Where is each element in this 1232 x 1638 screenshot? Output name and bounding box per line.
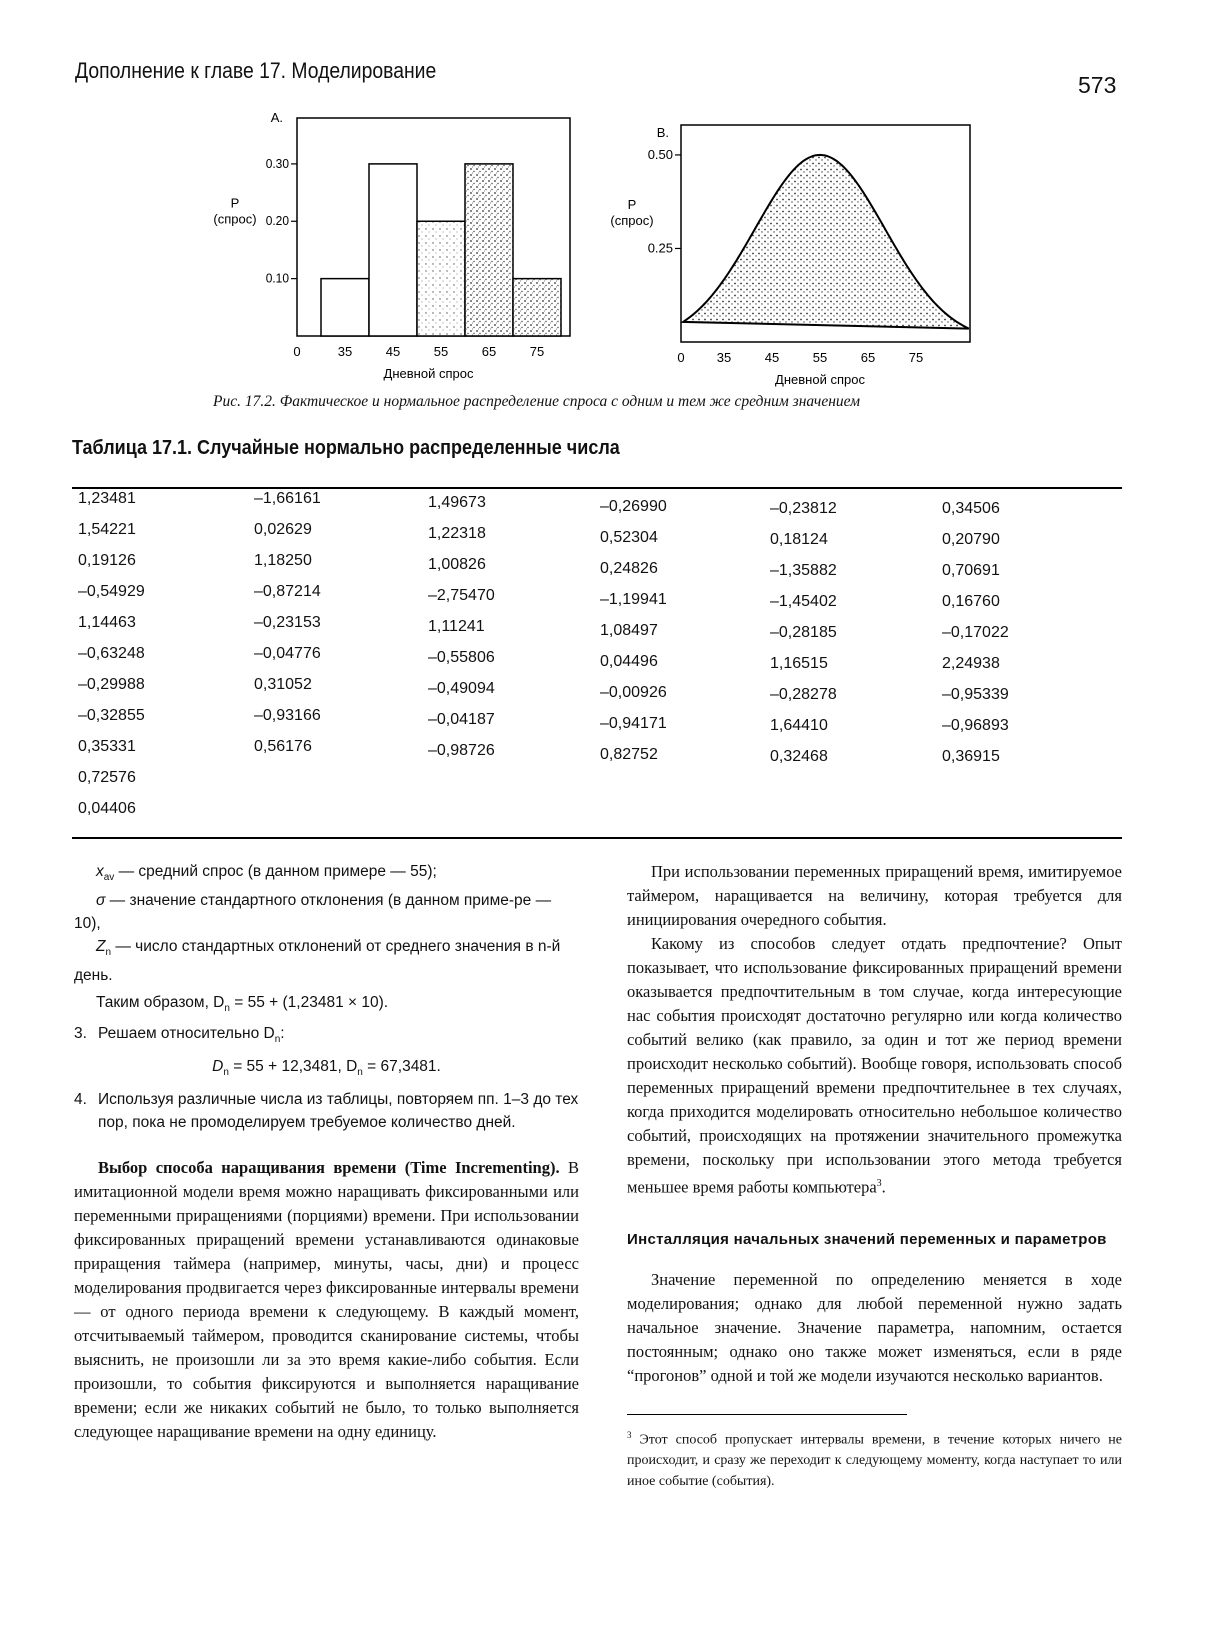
table-top-rule <box>72 487 1122 489</box>
chart-b-ylabel-line2: (спрос) <box>610 212 654 228</box>
table-title: Таблица 17.1. Случайные нормально распределенные числа <box>72 437 620 459</box>
chart-actual-distribution <box>200 108 580 398</box>
time-increment-heading: Выбор способа наращивания времени (Time Incrementing). <box>98 1158 560 1178</box>
table-cell: 0,35331 <box>78 738 136 755</box>
table-cell: 1,14463 <box>78 614 136 631</box>
chart-b-ylabel-line1: P <box>627 196 637 212</box>
table-cell: –0,04776 <box>254 645 321 662</box>
step-3: 3. Решаем относительно $D_n$: <box>74 1025 285 1046</box>
table-cell: 0,02629 <box>254 521 312 538</box>
table-cell: –0,54929 <box>78 583 145 600</box>
chart-a-bar <box>321 279 369 336</box>
definition-zn: $Z_n$ — число стандартных отклонений от среднего значения в n-й день. <box>74 938 561 985</box>
thus-line: Таким образом, $D_n = 55 + (1,23481 \times 10)$. <box>96 994 389 1015</box>
table-cell: 1,23481 <box>78 490 136 507</box>
chart-b-xtick-label: 45 <box>764 350 780 365</box>
chart-normal-distribution <box>596 108 996 408</box>
table-cell: 0,72576 <box>78 769 136 786</box>
table-cell: –0,29988 <box>78 676 145 693</box>
chart-b-ytick-label: 0.25 <box>647 240 673 256</box>
paragraph-variable-increments: При использовании переменных приращений время, имитируемое таймером, наращивается на величину, которая требуется для инициирования очередного события. <box>627 862 1122 929</box>
table-cell: 1,16515 <box>770 655 828 672</box>
table-cell: –0,63248 <box>78 645 145 662</box>
chart-b-normal-curve <box>683 155 969 329</box>
table-cell: 0,16760 <box>942 593 1000 610</box>
table-cell: 0,32468 <box>770 748 828 765</box>
formula-dn: $D_n = 55 + 12,3481$, $D_n = 67,3481$. <box>212 1058 441 1079</box>
table-cell: 0,36915 <box>942 748 1000 765</box>
chart-a-bar <box>513 279 561 336</box>
footnote: $^3$ Этот способ пропускает интервалы времени, в течение которых ничего не происходит, и сразу же переходит к следующему моменту, когда наступает то или иное событие (события). <box>627 1429 1122 1490</box>
table-cell: 0,56176 <box>254 738 312 755</box>
paragraph-initial-values: Значение переменной по определению меняется в ходе моделирования; однако для любой переменной нужно задать начальное значение. Значение параметра, напомним, остается постоянным; однако оно также может изменяться, если в ряде “прогонов” одной и той же модели изучаются несколько вариантов. <box>627 1269 1122 1385</box>
left-column <box>74 860 579 1444</box>
table-cell: –0,26990 <box>600 498 667 515</box>
table-cell: 1,18250 <box>254 552 312 569</box>
table-cell: –0,87214 <box>254 583 321 600</box>
table-cell: –1,19941 <box>600 591 667 608</box>
chart-a-xtick-label: 35 <box>337 344 353 359</box>
table-cell: –0,28185 <box>770 624 837 641</box>
table-cell: –0,95339 <box>942 686 1009 703</box>
table-cell: 1,22318 <box>428 525 486 542</box>
chart-a-ylabel-line1: P <box>230 195 240 211</box>
chart-a-xtick-label: 75 <box>529 344 545 359</box>
table-cell: –0,94171 <box>600 715 667 732</box>
table-cell: –0,17022 <box>942 624 1009 641</box>
chart-b-ytick-label: 0.50 <box>647 146 673 162</box>
paragraph-which-method: Какому из способов следует отдать предпочтение? Опыт показывает, что использование фиксированных приращений времени оказывается предпочтительным в том случае, когда интересующие нас события происходят достаточно регулярно или когда количество событий велико (как правило, за один и тот же период времени происходит несколько событий). Вообще говоря, использовать способ переменных приращений времени предпочтительнее в тех случаях, когда приходится моделировать относительно небольшое количество событий, происходящих на протяжении значительного промежутка времени, поскольку при использовании этого метода требуется меньшее время работы компьютера$^3$. <box>627 934 1122 1197</box>
table-cell: –0,04187 <box>428 711 495 728</box>
table-cell: 1,11241 <box>428 618 485 635</box>
table-cell: –0,28278 <box>770 686 837 703</box>
chart-a-ytick-label: 0.10 <box>265 271 289 286</box>
chart-a-ytick-label: 0.30 <box>265 156 289 172</box>
footnote-rule <box>627 1414 907 1415</box>
table-bottom-rule <box>72 837 1122 839</box>
table-cell: 0,19126 <box>78 552 136 569</box>
table-cell: 0,31052 <box>254 676 312 693</box>
table-cell: 1,54221 <box>78 521 136 538</box>
table-cell: 0,04406 <box>78 800 136 817</box>
chart-b-panel-label: B. <box>656 125 669 140</box>
chart-a-bar <box>465 164 513 336</box>
running-head: Дополнение к главе 17. Моделирование <box>75 58 437 83</box>
table-cell: 1,08497 <box>600 622 658 639</box>
chart-a-bar <box>369 164 417 336</box>
table-cell: 0,82752 <box>600 746 658 763</box>
chart-a-ytick-label: 0.20 <box>265 213 289 229</box>
chart-b-xtick-label: 35 <box>716 350 732 365</box>
table-cell: –0,98726 <box>428 742 495 759</box>
table-cell: 0,24826 <box>600 560 658 577</box>
time-increment-paragraph: Выбор способа наращивания времени (Time Incrementing). В имитационной модели время можно наращивать фиксированными или переменными приращениями (порциями) времени. При использовании фиксированных приращений времени устанавливаются одинаковые приращения таймера (например, минуты, часы, дни) и процесс моделирования продвигается через фиксированные интервалы времени — от одного периода времени к следующему. В каждый момент, отсчитываемый таймером, проводится сканирование системы, чтобы выяснить, не произошли ли за это время какие-либо события. Если произошли, то события фиксируются и выполняется наращивание времени; если же никаких событий не было, то только выполняется следующее наращивание времени на одну единицу. <box>74 1158 579 1442</box>
table-cell: –2,75470 <box>428 587 495 604</box>
table-cell: 0,18124 <box>770 531 828 548</box>
table-cell: 0,04496 <box>600 653 658 670</box>
table-cell: 1,49673 <box>428 494 486 511</box>
table-cell: –1,66161 <box>254 490 321 507</box>
chart-a-xlabel: Дневной спрос <box>383 366 474 381</box>
definition-xav: $x_{av}$ — средний спрос (в данном примере — 55); <box>96 863 437 884</box>
table-cell: 0,20790 <box>942 531 1000 548</box>
chart-b-xtick-label: 55 <box>812 350 828 365</box>
figure-caption: Рис. 17.2. Фактическое и нормальное распределение спроса с одним и тем же средним значением <box>213 393 861 410</box>
table-cell: –1,45402 <box>770 593 837 610</box>
chart-b-xtick-label: 0 <box>677 350 685 365</box>
table-cell: –0,32855 <box>78 707 145 724</box>
definition-sigma: σ — значение стандартного отклонения (в данном приме-ре — 10), <box>74 892 552 933</box>
chart-b-xtick-label: 65 <box>860 350 876 365</box>
chart-a-xtick-label: 55 <box>433 344 449 359</box>
chart-a-bar <box>417 221 465 336</box>
table-cell: –0,23812 <box>770 500 837 517</box>
table-cell: 0,52304 <box>600 529 658 546</box>
table-cell: –0,00926 <box>600 684 667 701</box>
chart-a-panel-label: A. <box>270 110 283 125</box>
table-cell: –0,93166 <box>254 707 321 724</box>
section-heading: Инсталляция начальных значений переменных и параметров <box>627 1230 1107 1248</box>
chart-a-ylabel-line2: (спрос) <box>213 211 257 227</box>
chart-b-xtick-label: 75 <box>908 350 924 365</box>
table-cell: 0,34506 <box>942 500 1000 517</box>
table-cell: –0,49094 <box>428 680 495 697</box>
table-cell: –0,55806 <box>428 649 495 666</box>
table-cell: 1,00826 <box>428 556 486 573</box>
chart-a-xtick-label: 0 <box>293 344 301 359</box>
table-cell: 2,24938 <box>942 655 1000 672</box>
chart-b-xlabel: Дневной спрос <box>775 372 865 387</box>
chart-a-xtick-label: 45 <box>385 344 401 359</box>
chart-a-xtick-label: 65 <box>481 344 497 359</box>
table-cell: 0,70691 <box>942 562 1000 579</box>
table-cell: –0,96893 <box>942 717 1009 734</box>
right-column <box>627 860 1122 1492</box>
page-number: 573 <box>1078 72 1117 98</box>
step-4: 4. Используя различные числа из таблицы, повторяем пп. 1–3 до тех пор, пока не промоделируем требуемое количество дней. <box>74 1091 579 1132</box>
table-cell: –0,23153 <box>254 614 321 631</box>
table-cell: –1,35882 <box>770 562 837 579</box>
table-cell: 1,64410 <box>770 717 828 734</box>
